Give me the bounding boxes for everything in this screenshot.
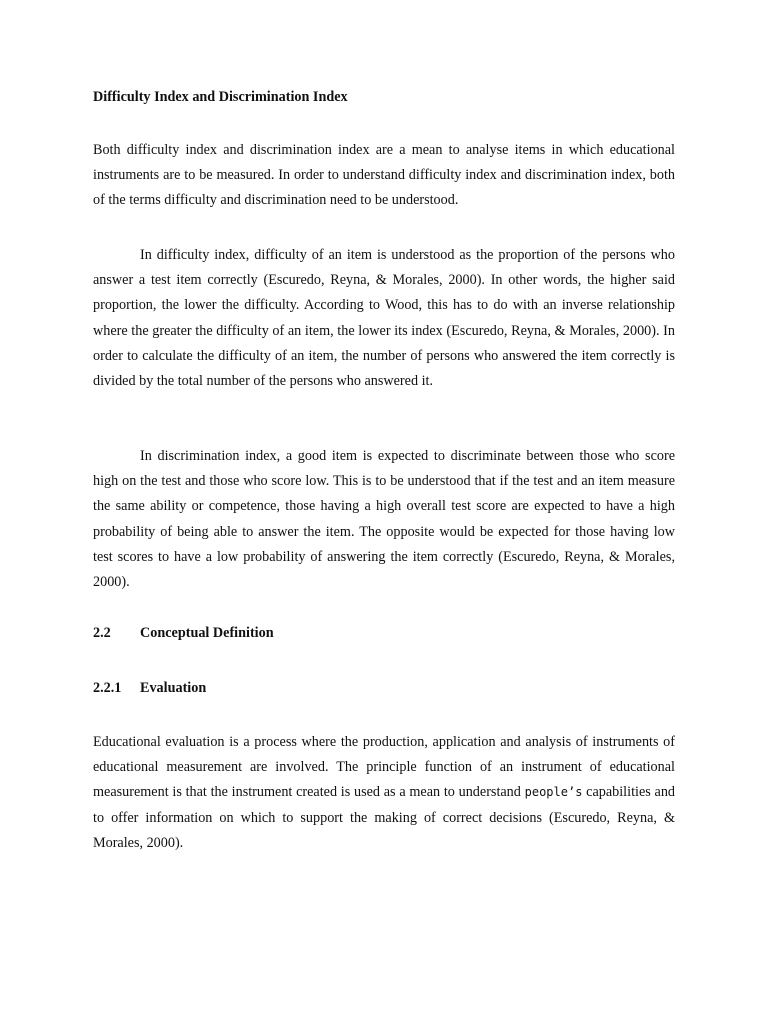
section-title: Conceptual Definition (140, 625, 274, 641)
section-heading-2-2-1 (93, 679, 206, 697)
paragraph-difficulty-index: In difficulty index, difficulty of an item is understood as the proportion of the persons who answer a test item correctly (Escuredo, Reyna, & Morales, 2000). In other words, the higher said proportion, the lower the difficulty. According to Wood, this has to do with an inverse relationship where the greater the difficulty of an item, the lower its index (Escuredo, Reyna, & Morales, 2000). In order to calculate the difficulty of an item, the number of persons who answered the item correctly is divided by the total number of the persons who answered it. (93, 247, 675, 390)
evaluation-mono-word: people’s (524, 785, 583, 800)
paragraph-discrimination-index: In discrimination index, a good item is expected to discriminate between those who score high on the test and those who score low. This is to be understood that if the test and an item measure the same ability or competence, those having a high overall test score are expected to have a high probability of being able to answer the item. The opposite would be expected for those having low test scores to have a low probability of answering the item correctly (Escuredo, Reyna, & Morales, 2000). (93, 448, 675, 591)
section-heading-2-2 (93, 624, 274, 642)
subsection-number: 2.2.1 (93, 680, 122, 696)
evaluation-text-end: capabilities and to offer information on which to support the making of correct decisions (Escuredo, Reyna, & Morales, 2000). (93, 784, 676, 851)
document-title: Difficulty Index and Discrimination Index (93, 89, 348, 105)
paragraph-intro: Both difficulty index and discrimination index are a mean to analyse items in which educational instruments are to be measured. In order to understand difficulty index and discrimination index, both of the terms difficulty and discrimination need to be understood. (93, 142, 675, 209)
subsection-title: Evaluation (140, 680, 207, 696)
evaluation-text-start: Educational evaluation is a process where the production, application and analysis of instruments of educational measurement are involved. The principle function of an instrument of educational measurement is that the instrument created is used as a mean to understand (93, 734, 675, 801)
section-number: 2.2 (93, 625, 111, 641)
paragraph-evaluation (93, 730, 675, 856)
